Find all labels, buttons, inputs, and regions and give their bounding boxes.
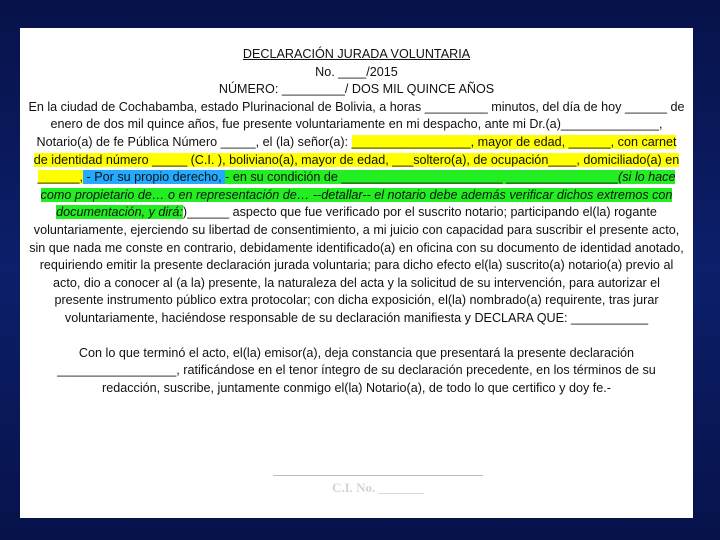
highlight-representation-note: (si lo hace como propietario de… o en representación de… --detallar-- el notario debe además verificar dichos extremos con documentación, y dirá: [40, 170, 676, 220]
signature-line [273, 475, 483, 476]
closing-paragraph: Con lo que terminó el acto, el(la) emisor(a), deja constancia que presentará la presente declaración _________________, ratificándose en el tenor íntegro de su declaración precedente, en los términos de su redacción, suscribe, juntamente conmigo el(la) Notario(a), de todo lo que certifico y doy fe.- [57, 345, 656, 395]
highlight-personal-data: _________________, mayor de edad, ______, con carnet de identidad número _____ (C.I. ), boliviano(a), mayor de edad, ___soltero(a), de ocupación____, domiciliado(a) en ______, [33, 134, 680, 185]
paragraph-body [28, 99, 685, 328]
highlight-condition: - en su condición de _______________________ ________________ [225, 170, 619, 185]
numero-label: NÚMERO: _________/ DOS MIL QUINCE AÑOS [218, 82, 495, 97]
document-page [20, 28, 693, 518]
paragraph-intro: En la ciudad de Cochabamba, estado Plurinacional de Bolivia, a horas _________ minutos, del día de hoy ______ de enero de dos mil quince años, fue presente voluntariamente en mi despacho, ante mi Dr.(a)______________, Notario(a) de fe Pública Número _____, el (la) señor(a): [28, 99, 685, 149]
document-title: DECLARACIÓN JURADA VOLUNTARIA [242, 47, 471, 61]
highlight-own-right: - Por su propio derecho, [83, 170, 226, 185]
numero-line: No. ____/2015 [315, 64, 398, 79]
declaration-text [28, 46, 685, 397]
signature-ci: C.I. No. _______ [331, 480, 425, 495]
signature-block [273, 475, 483, 496]
paragraph-continuation: )______ aspecto que fue verificado por el suscrito notario; participando el(la) rogante voluntariamente, ejerciendo su libertad de consentimiento, a mi juicio con capacidad para suscribir el presente acto, sin que nada me conste en contrario, debidamente identificado(a) en oficina con su documento de identidad anotado, requiriendo emitir la presente declaración jurada voluntaria; para dicho efecto el(la) suscrito(a) notario(a) previo al acto, dio a conocer al (a la) presente, la naturaleza del acta y la solicitud de su intervención, para autorizar el presente instrumento público extra protocolar; con dicha exposición, el(la) nombrado(a) requirente, tras jurar voluntariamente, haciéndose responsable de su declaración manifiesta y DECLARA QUE: ___________ [29, 205, 684, 325]
